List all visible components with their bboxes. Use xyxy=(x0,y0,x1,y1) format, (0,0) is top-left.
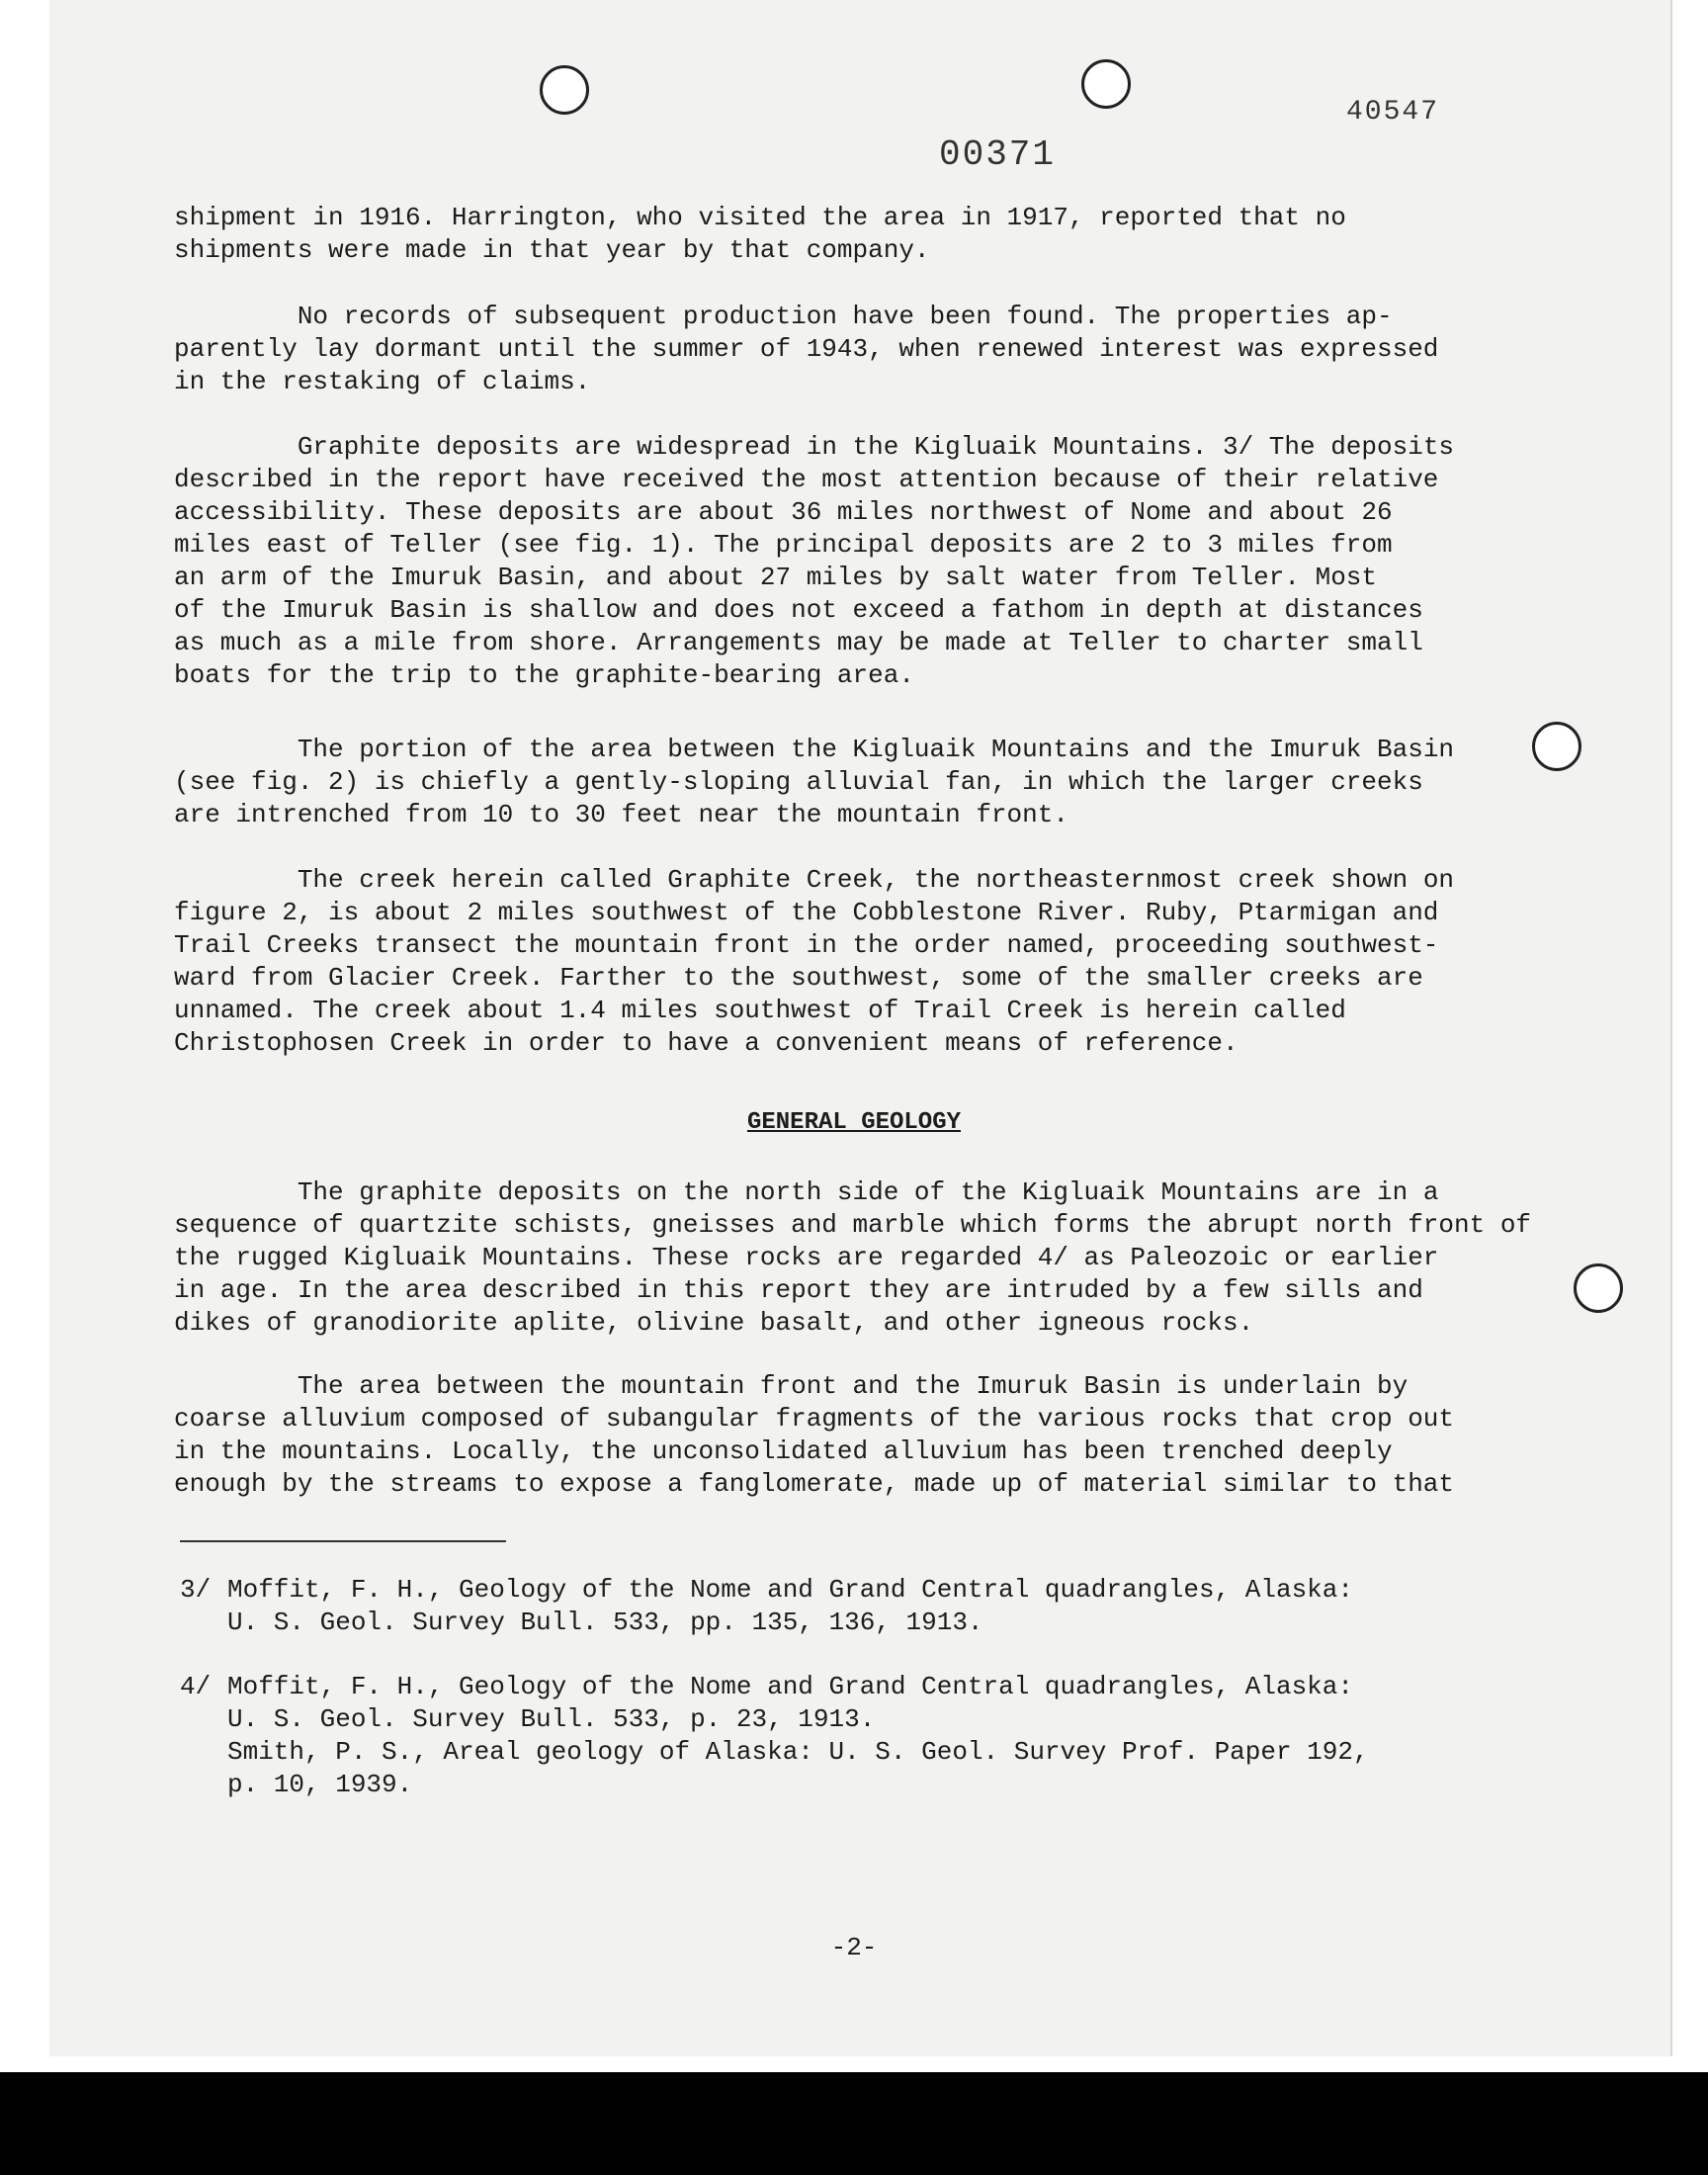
footnote-marker: 3/ xyxy=(180,1575,212,1605)
footnote-3 xyxy=(180,1574,1564,1643)
scan-border xyxy=(0,2072,1708,2175)
page-number: -2- xyxy=(830,1933,878,1962)
paragraph-shipment: shipment in 1916. Harrington, who visited the area in 1917, reported that no shipments were made in that year by that company. xyxy=(174,203,1346,265)
footnote-4 xyxy=(180,1671,1564,1809)
footnote-text: Moffit, F. H., Geology of the Nome and Grand Central quadrangles, Alaska: U. S. Geol. Survey Bull. 533, p. 23, 1913. Smith, P. S., Areal geology of Alaska: U. S. Geol. Survey Prof. Paper 192, p. 10, 1939. xyxy=(227,1672,1369,1799)
punch-hole-right-lower xyxy=(1574,1263,1623,1313)
section-heading-general-geology: GENERAL GEOLOGY xyxy=(746,1109,962,1136)
serial-number: 00371 xyxy=(939,134,1057,175)
paragraph-area-portion: The portion of the area between the Kigluaik Mountains and the Imuruk Basin (see fig. 2) is chiefly a gently-sloping alluvial fan, in which the larger creeks are intrenched from 10 to 30 feet near the mountain front. xyxy=(174,735,1455,829)
punch-hole-top-left xyxy=(540,65,589,115)
paragraph-graphite-deposits: Graphite deposits are widespread in the Kigluaik Mountains. 3/ The deposits described in the report have received the most attention because of their relative accessibility. These deposits are about 36 miles northwest of Nome and about 26 miles east of Teller (see fig. 1). The principal deposits are 2 to 3 miles from an arm of the Imuruk Basin, and about 27 miles by salt water from Teller. Most of the Imuruk Basin is shallow and does not exceed a fathom in depth at distances as much as a mile from shore. Arrangements may be made at Teller to charter small boats for the trip to the graphite-bearing area. xyxy=(174,432,1455,690)
footnote-marker: 4/ xyxy=(180,1672,212,1701)
punch-hole-top-right xyxy=(1081,59,1131,109)
paragraph-geology-sequence: The graphite deposits on the north side of the Kigluaik Mountains are in a sequence of quartzite schists, gneisses and marble which forms the abrupt north front of the rugged Kigluaik Mountains. These rocks are regarded 4/ as Paleozoic or earlier in age. In the area described in this report they are intruded by a few sills and dikes of granodiorite aplite, olivine basalt, and other igneous rocks. xyxy=(174,1177,1532,1338)
footnote-divider xyxy=(180,1540,506,1542)
archive-number: 40547 xyxy=(1346,97,1440,128)
footnote-text: Moffit, F. H., Geology of the Nome and Grand Central quadrangles, Alaska: U. S. Geol. Survey Bull. 533, pp. 135, 136, 1913. xyxy=(227,1575,1353,1637)
paragraph-alluvium: The area between the mountain front and the Imuruk Basin is underlain by coarse alluvium composed of subangular fragments of the various rocks that crop out in the mountains. Locally, the unconsolidated alluvium has been trenched deeply enough by the streams to expose a fanglomerate, made up of material similar to that xyxy=(174,1371,1455,1499)
paragraph-records: No records of subsequent production have been found. The properties ap- parently lay dormant until the summer of 1943, when renewed interest was expressed in the restaking of claims. xyxy=(174,302,1439,396)
paragraph-creeks: The creek herein called Graphite Creek, the northeasternmost creek shown on figure 2, is about 2 miles southwest of the Cobblestone River. Ruby, Ptarmigan and Trail Creeks transect the mountain front in the order named, proceeding southwest- ward from Glacier Creek. Farther to the southwest, some of the smaller creeks are unnamed. The creek about 1.4 miles southwest of Trail Creek is herein called Christophosen Creek in order to have a convenient means of reference. xyxy=(174,865,1455,1058)
